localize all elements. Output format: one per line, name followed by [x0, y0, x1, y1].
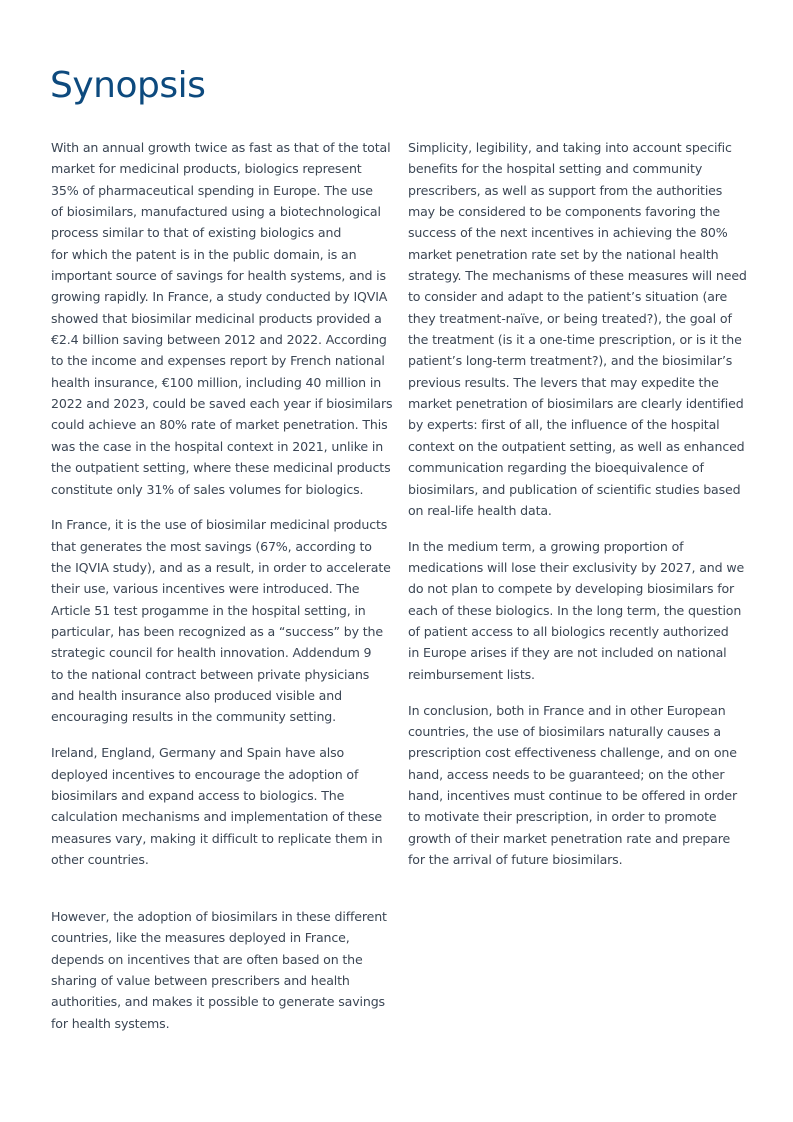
- text-line: countries, like the measures deployed in France,: [51, 930, 350, 946]
- text-line: With an annual growth twice as fast as that of the total: [51, 140, 391, 155]
- text-line: depends on incentives that are often based on the: [51, 951, 363, 967]
- text-line: In conclusion, both in France and in other European: [408, 702, 726, 718]
- text-line: 2022 and 2023, could be saved each year if biosimilars: [51, 396, 393, 412]
- text-line: previous results. The levers that may expedite the: [408, 374, 719, 390]
- text-line: hand, incentives must continue to be offered in order: [408, 787, 738, 803]
- paragraph-france-incentives: [51, 514, 391, 727]
- text-line: in Europe arises if they are not included on national: [408, 645, 727, 661]
- text-line: market for medicinal products, biologics represent: [51, 161, 362, 177]
- text-line: process similar to that of existing biologics and: [51, 225, 342, 241]
- text-line: for the arrival of future biosimilars.: [408, 852, 623, 867]
- text-line: patient’s long-term treatment?), and the biosimilar’s: [408, 353, 733, 369]
- text-line: market penetration of biosimilars are clearly identified: [408, 396, 744, 412]
- paragraph-spacer: [408, 685, 742, 700]
- text-line: reimbursement lists.: [408, 666, 535, 682]
- paragraph-spacer: [51, 500, 387, 515]
- paragraph-market-overview: [51, 137, 393, 500]
- text-line: 35% of pharmaceutical spending in Europe. The use: [51, 182, 373, 198]
- text-line: to motivate their prescription, in order to promote: [408, 809, 717, 825]
- text-line: However, the adoption of biosimilars in these different: [51, 908, 387, 924]
- left-column: [51, 137, 393, 1034]
- text-line: context on the outpatient setting, as well as enhanced: [408, 438, 745, 454]
- text-line: In France, it is the use of biosimilar medicinal products: [51, 517, 388, 533]
- text-line: to the income and expenses report by French national: [51, 353, 385, 369]
- paragraph-success-factors: [408, 137, 747, 521]
- text-line: prescription cost effectiveness challenge, and on one: [408, 745, 737, 761]
- text-line: sharing of value between prescribers and health: [51, 972, 350, 988]
- text-line: health insurance, €100 million, including 40 million in: [51, 374, 382, 390]
- text-line: calculation mechanisms and implementation of these: [51, 809, 383, 825]
- paragraph-spacer: [51, 870, 387, 906]
- paragraph-spacer: [408, 521, 742, 536]
- text-line: the treatment (is it a one-time prescription, or is it the: [408, 332, 742, 348]
- text-line: do not plan to compete by developing biosimilars for: [408, 581, 735, 597]
- text-line: Simplicity, legibility, and taking into account specific: [408, 140, 732, 155]
- text-line: and health insurance also produced visible and: [51, 688, 342, 704]
- text-line: growing rapidly. In France, a study conducted by IQVIA: [51, 289, 388, 305]
- paragraph-spacer: [51, 728, 387, 743]
- text-line: prescribers, as well as support from the authorities: [408, 182, 723, 198]
- text-line: of patient access to all biologics recently authorized: [408, 624, 729, 640]
- text-line: constitute only 31% of sales volumes for biologics.: [51, 481, 364, 497]
- text-line: the IQVIA study), and as a result, in order to accelerate: [51, 560, 391, 576]
- right-column: [408, 137, 747, 870]
- text-line: particular, has been recognized as a “success” by the: [51, 624, 383, 640]
- text-line: Article 51 test progamme in the hospital setting, in: [51, 602, 366, 618]
- text-line: that generates the most savings (67%, according to: [51, 538, 372, 554]
- text-line: they treatment-naïve, or being treated?), the goal of: [408, 310, 732, 326]
- text-line: showed that biosimilar medicinal products provided a: [51, 310, 382, 326]
- text-line: communication regarding the bioequivalence of: [408, 460, 704, 476]
- text-line: medications will lose their exclusivity by 2027, and we: [408, 560, 745, 576]
- text-line: measures vary, making it difficult to replicate them in: [51, 830, 383, 846]
- text-line: their use, various incentives were introduced. The: [51, 581, 360, 597]
- text-line: the outpatient setting, where these medicinal products: [51, 460, 391, 476]
- text-line: encouraging results in the community setting.: [51, 709, 336, 725]
- text-line: benefits for the hospital setting and community: [408, 161, 703, 177]
- text-line: €2.4 billion saving between 2012 and 2022. According: [51, 332, 387, 348]
- text-line: strategic council for health innovation. Addendum 9: [51, 645, 372, 661]
- text-line: each of these biologics. In the long term, the question: [408, 602, 742, 618]
- text-line: countries, the use of biosimilars naturally causes a: [408, 723, 721, 739]
- text-line: to consider and adapt to the patient’s situation (are: [408, 289, 728, 305]
- text-line: on real-life health data.: [408, 502, 552, 518]
- paragraph-other-countries: [51, 742, 387, 870]
- text-line: for health systems.: [51, 1015, 170, 1031]
- text-line: Ireland, England, Germany and Spain have also: [51, 745, 345, 761]
- text-line: strategy. The mechanisms of these measures will need: [408, 268, 747, 284]
- text-line: deployed incentives to encourage the adoption of: [51, 766, 359, 782]
- text-line: of biosimilars, manufactured using a biotechnological: [51, 204, 381, 220]
- text-line: success of the next incentives in achieving the 80%: [408, 225, 728, 241]
- text-line: In the medium term, a growing proportion of: [408, 538, 684, 554]
- paragraph-value-sharing: [51, 906, 387, 1034]
- text-line: other countries.: [51, 852, 149, 867]
- text-line: growth of their market penetration rate and prepare: [408, 830, 731, 846]
- paragraph-conclusion: [408, 700, 742, 871]
- text-line: hand, access needs to be guaranteed; on the other: [408, 766, 725, 782]
- text-line: authorities, and makes it possible to generate savings: [51, 994, 385, 1010]
- text-line: important source of savings for health systems, and is: [51, 268, 386, 284]
- text-line: market penetration rate set by the national health: [408, 246, 719, 262]
- text-line: to the national contract between private physicians: [51, 666, 370, 682]
- paragraph-medium-long-term: [408, 536, 745, 685]
- page-title: Synopsis: [50, 65, 206, 106]
- text-line: for which the patent is in the public domain, is an: [51, 246, 357, 262]
- text-line: could achieve an 80% rate of market penetration. This: [51, 417, 388, 433]
- text-line: may be considered to be components favoring the: [408, 204, 721, 220]
- text-line: by experts: first of all, the influence of the hospital: [408, 417, 720, 433]
- text-line: biosimilars and expand access to biologics. The: [51, 787, 345, 803]
- text-line: was the case in the hospital context in 2021, unlike in: [51, 438, 384, 454]
- text-line: biosimilars, and publication of scientific studies based: [408, 481, 741, 497]
